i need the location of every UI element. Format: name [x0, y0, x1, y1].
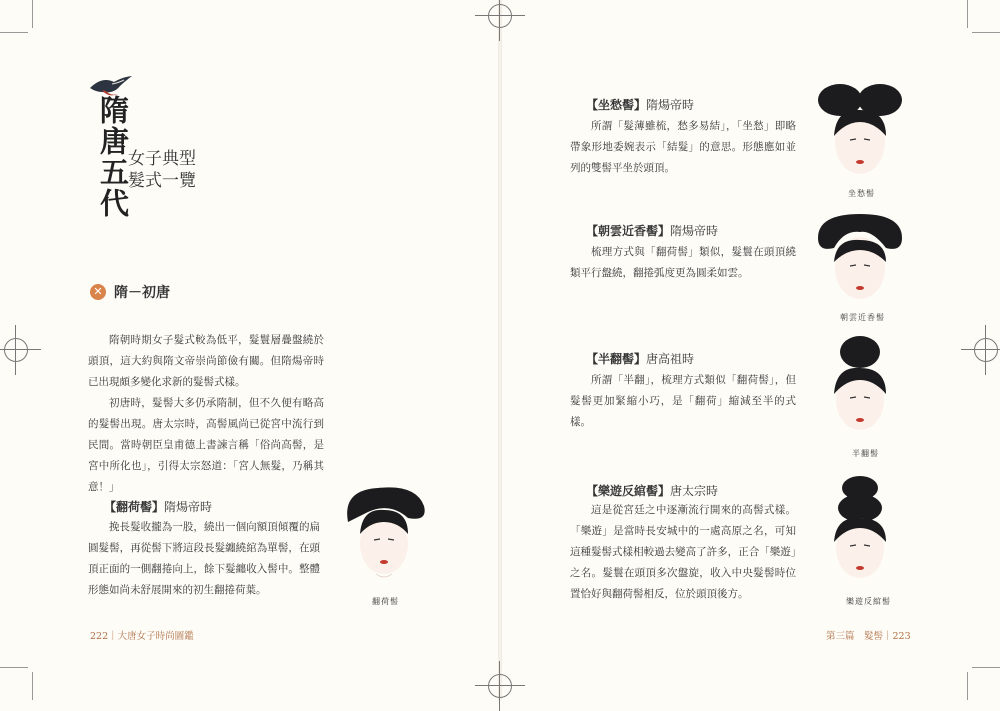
- style-heading: 【坐愁髻】隋煬帝時: [586, 98, 695, 112]
- style-description: [88, 517, 320, 601]
- crop-mark: [32, 672, 33, 700]
- book-gutter: [498, 0, 502, 700]
- style-text: 所謂「髮薄雖梳，愁多易結」，「坐愁」即略帶象形地委婉表示「結髮」的意思。形態應如並列的雙髻平坐於頭頂。: [570, 120, 796, 174]
- portrait-fanhe-bun: [338, 482, 430, 592]
- crop-mark: [32, 0, 33, 28]
- style-name: 樂遊反綰髻: [598, 484, 659, 498]
- portrait-caption: 坐愁髻: [848, 189, 875, 198]
- portrait-caption: 樂遊反綰髻: [846, 597, 891, 606]
- style-description: [570, 242, 796, 284]
- style-name: 翻荷髻: [116, 500, 153, 514]
- chapter-title: 隋唐五代: [96, 95, 130, 219]
- style-heading: 【朝雲近香髻】隋煬帝時: [586, 224, 719, 238]
- crop-mark: [967, 0, 968, 28]
- style-heading: 【半翻髻】唐高祖時: [586, 352, 695, 366]
- page-footer-right: 第三篇 髮髻｜223: [826, 631, 911, 642]
- style-text: 這是從宮廷之中逐漸流行開來的高髻式樣。「樂遊」是當時長安城中的一處高原之名，可知這種髮髻式樣相較過去變高了許多，正合「樂遊」之名。髮鬟在頭頂多次盤旋，收入中央髮髻時位置恰好與翻荷髻相反，位於頭頂後方。: [570, 504, 796, 600]
- crop-mark: [0, 667, 28, 668]
- style-description: [570, 370, 796, 433]
- style-era: 唐太宗時: [670, 484, 719, 498]
- section-title: 隋－初唐: [114, 285, 170, 301]
- intro-text: [88, 330, 324, 498]
- style-name: 半翻髻: [598, 352, 635, 366]
- portrait-leyou-bun: [818, 474, 902, 592]
- registration-mark-right: [974, 338, 998, 362]
- crop-mark: [972, 667, 1000, 668]
- registration-mark-left: [4, 338, 28, 362]
- style-description: [570, 116, 796, 179]
- subtitle-line-2: 髮式一覽: [128, 171, 196, 191]
- registration-mark-bottom: [488, 674, 512, 698]
- style-era: 隋煬帝時: [164, 500, 213, 514]
- style-text: 梳理方式與「翻荷髻」類似，髮鬟在頭頂繞類平行盤繞，翻捲弧度更為圓柔如雲。: [570, 246, 796, 279]
- crop-mark: [972, 32, 1000, 33]
- page-footer-left: 222｜大唐女子時尚圖鑑: [90, 631, 194, 642]
- style-name: 朝雲近香髻: [598, 224, 659, 238]
- portrait-chaoyun-bun: [812, 208, 908, 308]
- chapter-subtitle: [128, 148, 196, 192]
- portrait-banfan-bun: [818, 334, 902, 444]
- style-name: 坐愁髻: [598, 98, 635, 112]
- style-description: [570, 500, 796, 605]
- portrait-caption: 半翻髻: [852, 449, 879, 458]
- flower-icon: ✕: [90, 284, 106, 300]
- style-text: 挽長髮收攏為一股，繞出一個向額頂傾覆的扁圓髮髻，再從髻下將這段長髮纏繞綰為單髻，在頭頂正面的一側翻捲向上，餘下髮纏收入髻中。整體形態如尚未舒展開來的初生翻捲荷葉。: [88, 521, 320, 596]
- crop-mark: [967, 672, 968, 700]
- intro-paragraph-2: 初唐時，髮髻大多仍承隋制，但不久便有略高的髮髻出現。唐太宗時，高髻風尚已從宮中流行到民間。當時朝臣皇甫德上書諫言稱「俗尚高髻，是宮中所化也」，引得太宗怒道：「宮人無髮，乃稱其意！」: [88, 397, 324, 493]
- registration-mark-top: [488, 4, 512, 28]
- style-heading: 【翻荷髻】隋煬帝時: [104, 500, 213, 514]
- crop-mark: [0, 32, 28, 33]
- portrait-zuochou-bun: [812, 80, 908, 184]
- section-header: [90, 282, 170, 302]
- style-heading: 【樂遊反綰髻】唐太宗時: [586, 484, 719, 498]
- style-era: 隋煬帝時: [646, 98, 695, 112]
- portrait-caption: 翻荷髻: [372, 597, 399, 606]
- portrait-caption: 朝雲近香髻: [840, 313, 885, 322]
- style-text: 所謂「半翻」，梳理方式類似「翻荷髻」，但髮髻更加緊縮小巧，是「翻荷」縮減至半的式樣。: [570, 374, 796, 428]
- intro-paragraph-1: 隋朝時期女子髮式較為低平，髮鬟層疊盤繞於頭頂，這大約與隋文帝崇尚節儉有關。但隋煬帝時已出現頗多變化求新的髮髻式樣。: [88, 334, 324, 388]
- style-era: 唐高祖時: [646, 352, 695, 366]
- subtitle-line-1: 女子典型: [128, 149, 196, 169]
- style-era: 隋煬帝時: [670, 224, 719, 238]
